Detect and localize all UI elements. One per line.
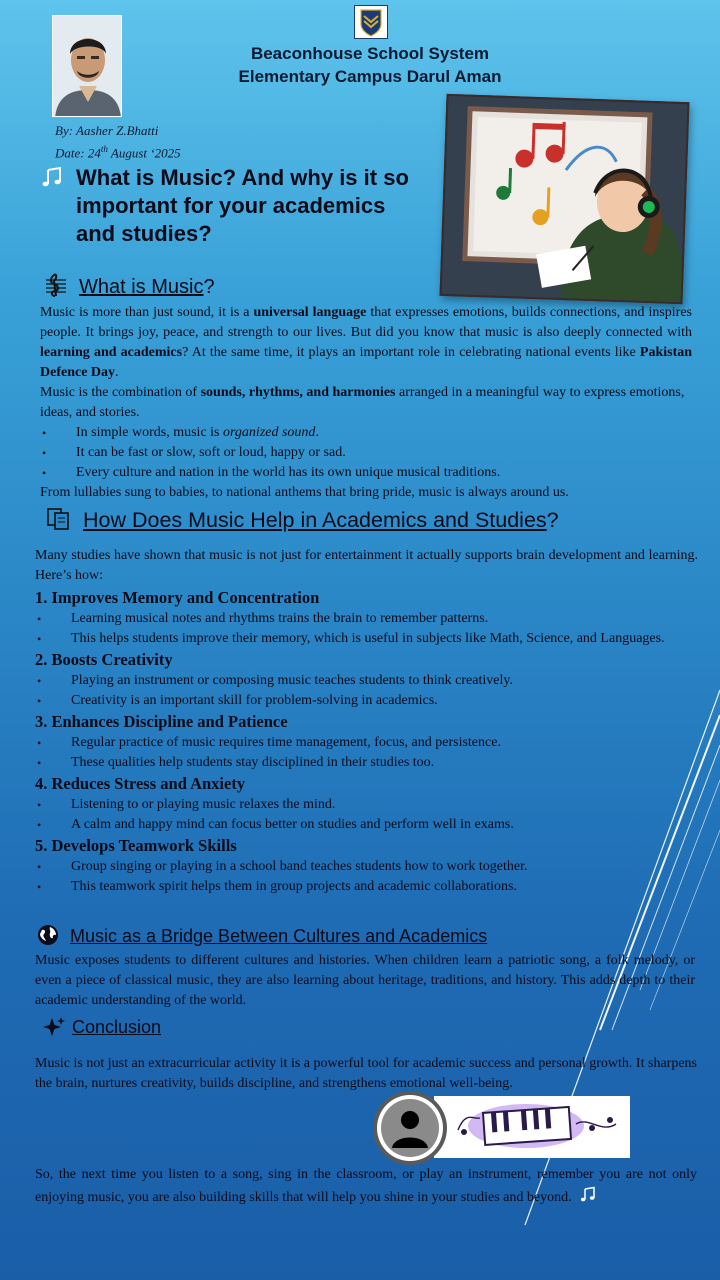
author-photo	[52, 15, 122, 117]
school-line-2: Elementary Campus Darul Aman	[238, 67, 502, 86]
byline	[55, 122, 181, 162]
piano-silhouette-illustration	[366, 1090, 630, 1166]
list-item: • These qualities help students stay disciplined in their studies too.	[35, 753, 698, 773]
section-heading-how-help: How Does Music Help in Academics and Studies?	[83, 508, 559, 532]
author-line: By: Aasher Z.Bhatti	[55, 123, 159, 138]
conclusion-body-1	[35, 1054, 697, 1094]
benefit-bullets	[35, 733, 698, 773]
section-heading-bridge: Music as a Bridge Between Cultures and Academics	[70, 926, 488, 946]
closing-line: From lullabies sung to babies, to national anthems that bring pride, music is always around us.	[40, 485, 569, 500]
definition-list	[40, 423, 692, 483]
conclusion-paragraph-1: Music is not just an extracurricular activity it is a powerful tool for academic success and personal growth. It sharpens the brain, nurtures creativity, builds discipline, and strengthens emotional well-being.	[35, 1056, 697, 1091]
list-item: • Creativity is an important skill for problem-solving in academics.	[35, 691, 698, 711]
sparkle-icon	[42, 1015, 66, 1039]
treble-clef-icon	[44, 272, 68, 296]
conclusion-paragraph-2: So, the next time you listen to a song, sing in the classroom, or play an instrument, remember you are not only enjoying music, you are also building skills that will help you shine in your studies and beyond.	[35, 1164, 697, 1212]
list-item: • A calm and happy mind can focus better on studies and perform well in exams.	[35, 815, 698, 835]
benefit-points	[35, 587, 698, 897]
benefit-bullets	[35, 609, 698, 649]
conclusion-body-2	[35, 1164, 697, 1212]
benefit-title: 5. Develops Teamwork Skills	[35, 836, 237, 855]
girl-listening-music-illustration	[440, 94, 690, 304]
benefit-title: 1. Improves Memory and Concentration	[35, 588, 320, 607]
how-help-body	[35, 546, 698, 897]
copy-pages-icon	[46, 507, 70, 531]
benefit-title: 4. Reduces Stress and Anxiety	[35, 774, 246, 793]
list-item: • Group singing or playing in a school band teaches students how to work together.	[35, 857, 698, 877]
definition-paragraph: Music is the combination of sounds, rhythms, and harmonies arranged in a meaningful way to express emotions, ideas, and stories.	[40, 385, 685, 420]
school-logo	[354, 5, 388, 39]
benefit-bullets	[35, 671, 698, 711]
section-heading-what-is-music: What is Music?	[79, 276, 215, 298]
school-line-1: Beaconhouse School System	[250, 44, 490, 63]
list-item: • Learning musical notes and rhythms trains the brain to remember patterns.	[35, 609, 698, 629]
section-heading-conclusion: Conclusion	[72, 1017, 162, 1037]
main-title: What is Music? And why is it so important for your academics and studies?	[76, 165, 409, 246]
benefit-bullets	[35, 795, 698, 835]
intro-paragraph: Music is more than just sound, it is a universal language that expresses emotions, builds connections, and inspires people. It brings joy, peace, and strength to our lives. But did you know that music is also deeply connected with learning and academics? At the same time, it plays an important role in celebrating national events like Pakistan Defence Day.	[40, 305, 693, 380]
list-item: • Listening to or playing music relaxes the mind.	[35, 795, 698, 815]
music-notes-icon	[579, 1186, 597, 1212]
list-item: • This teamwork spirit helps them in group projects and academic collaborations.	[35, 877, 698, 897]
date-line: Date: 24th August ‘2025	[55, 144, 181, 161]
music-notes-icon	[40, 166, 64, 190]
list-item: • It can be fast or slow, soft or loud, happy or sad.	[40, 443, 692, 463]
list-item: • Regular practice of music requires time management, focus, and persistence.	[35, 733, 698, 753]
list-item: • In simple words, music is organized sound.	[40, 423, 692, 443]
how-help-intro: Many studies have shown that music is not just for entertainment it actually supports brain development and learning. Here’s how:	[35, 548, 698, 583]
bridge-body	[35, 951, 695, 1011]
list-item: • Every culture and nation in the world has its own unique musical traditions.	[40, 463, 692, 483]
benefit-bullets	[35, 857, 698, 897]
benefit-title: 2. Boosts Creativity	[35, 650, 173, 669]
benefit-title: 3. Enhances Discipline and Patience	[35, 712, 288, 731]
list-item: • This helps students improve their memory, which is useful in subjects like Math, Science, and Languages.	[35, 629, 698, 649]
globe-icon	[36, 923, 60, 947]
bridge-paragraph: Music exposes students to different cultures and histories. When children learn a patriotic song, a folk melody, or even a piece of classical music, they are also learning about heritage, traditions, and history. This adds depth to their academic understanding of the world.	[35, 953, 695, 1008]
list-item: • Playing an instrument or composing music teaches students to think creatively.	[35, 671, 698, 691]
what-is-music-body	[40, 303, 692, 503]
school-name	[170, 42, 570, 88]
